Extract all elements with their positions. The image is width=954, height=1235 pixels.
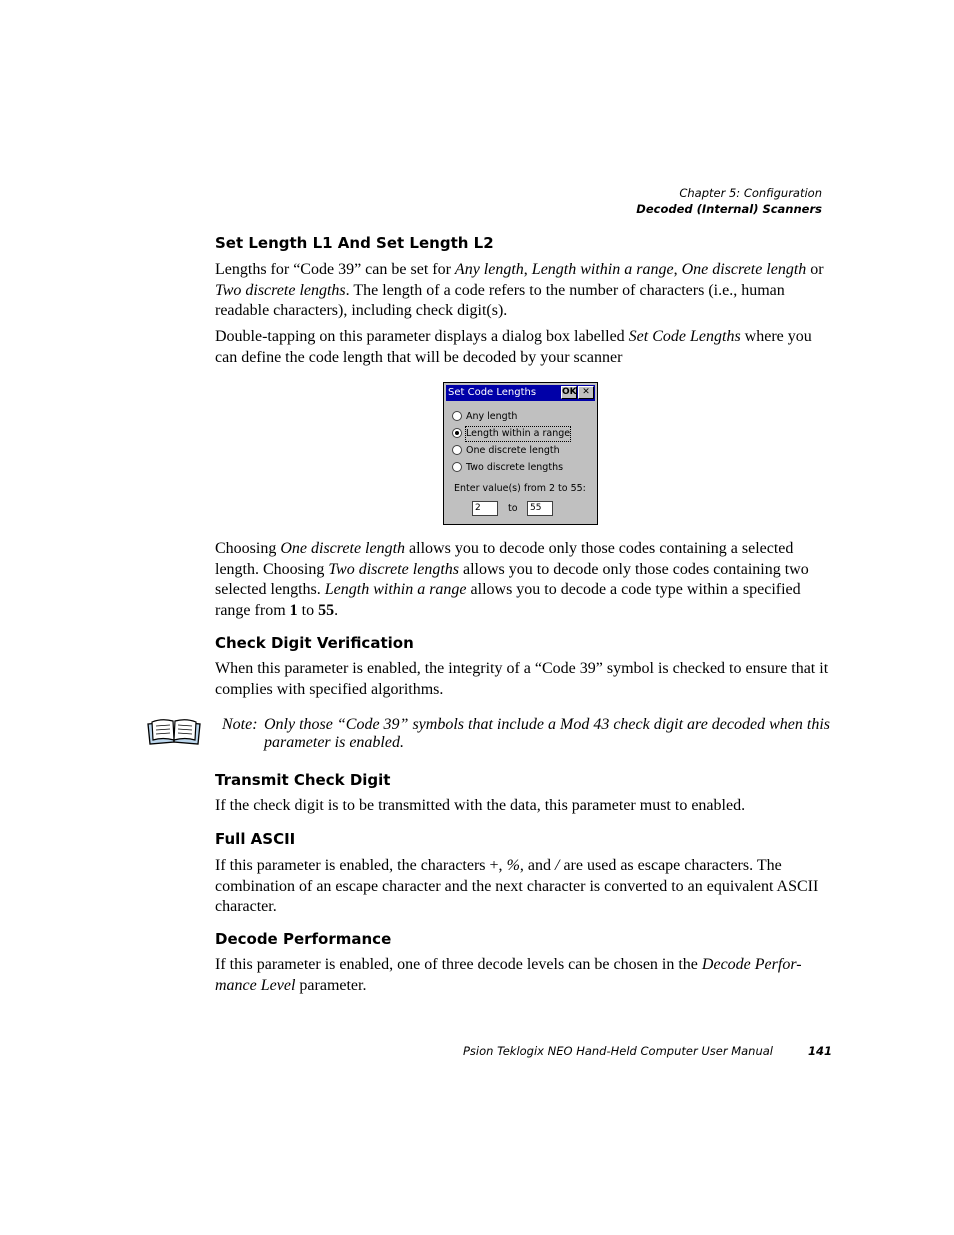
running-header-chapter: Chapter 5: Configuration: [679, 186, 822, 200]
ok-button[interactable]: OK: [562, 387, 577, 397]
radio-option-label: Length within a range: [466, 428, 571, 439]
to-label: to: [508, 503, 518, 514]
close-icon[interactable]: ✕: [578, 386, 594, 399]
dialog-title-bar: [446, 385, 595, 401]
radio-button-icon[interactable]: [452, 462, 462, 472]
radio-option-label: Two discrete lengths: [466, 462, 564, 473]
paragraph-decode-performance: If this parameter is enabled, one of three decode levels can be chosen in the Decode Perfor-mance Level parameter.: [215, 956, 802, 994]
radio-option-label: One discrete length: [466, 445, 560, 456]
from-value-input[interactable]: 2: [472, 501, 498, 516]
note-text: Only those “Code 39” symbols that include a Mod 43 check digit are decoded when this parameter is enabled.: [264, 716, 830, 751]
heading-set-length: Set Length L1 And Set Length L2: [215, 234, 494, 252]
heading-check-digit-verification: Check Digit Verification: [215, 634, 414, 652]
dialog-title: Set Code Lengths: [448, 387, 537, 398]
paragraph-set-length-3: Choosing One discrete length allows you to decode only those codes containing a selected length. Choosing Two discrete lengths allows you to decode only those codes containing two selected lengths. Length within a range allows you to decode a code type within a specified range from 1 to 55.: [215, 540, 809, 619]
to-value-input[interactable]: 55: [527, 501, 553, 516]
page-number: 141: [808, 1044, 833, 1058]
paragraph-set-length-1: Lengths for “Code 39” can be set for Any length, Length within a range, One discrete length or Two discrete lengths. The length of a code refers to the number of characters (i.e., human readable characters), including check digit(s).: [215, 261, 824, 319]
footer-manual-title: Psion Teklogix NEO Hand-Held Computer User Manual: [463, 1044, 773, 1058]
paragraph-transmit: If the check digit is to be transmitted with the data, this parameter must to enabled.: [215, 797, 746, 814]
paragraph-check-digit: When this parameter is enabled, the integrity of a “Code 39” symbol is checked to ensure that it complies with specified algorithms.: [215, 660, 829, 698]
note-label: Note:: [222, 716, 258, 733]
heading-transmit-check-digit: Transmit Check Digit: [215, 771, 391, 789]
heading-full-ascii: Full ASCII: [215, 830, 296, 848]
running-header-section: Decoded (Internal) Scanners: [636, 202, 822, 216]
radio-button-selected-icon[interactable]: [452, 428, 462, 438]
radio-option-label: Any length: [466, 411, 518, 422]
paragraph-full-ascii: If this parameter is enabled, the characters +, %, and / are used as escape characters. The combination of an escape character and the next character is converted to an equivalent ASCII character.: [215, 857, 819, 915]
radio-button-icon[interactable]: [452, 411, 462, 421]
book-icon: [146, 716, 202, 751]
heading-decode-performance: Decode Performance: [215, 930, 392, 948]
radio-button-icon[interactable]: [452, 445, 462, 455]
paragraph-set-length-2: Double-tapping on this parameter displays a dialog box labelled Set Code Lengths where you can define the code length that will be decoded by your scanner: [215, 328, 812, 366]
range-label: Enter value(s) from 2 to 55:: [454, 483, 586, 494]
set-code-lengths-dialog: [443, 382, 598, 525]
